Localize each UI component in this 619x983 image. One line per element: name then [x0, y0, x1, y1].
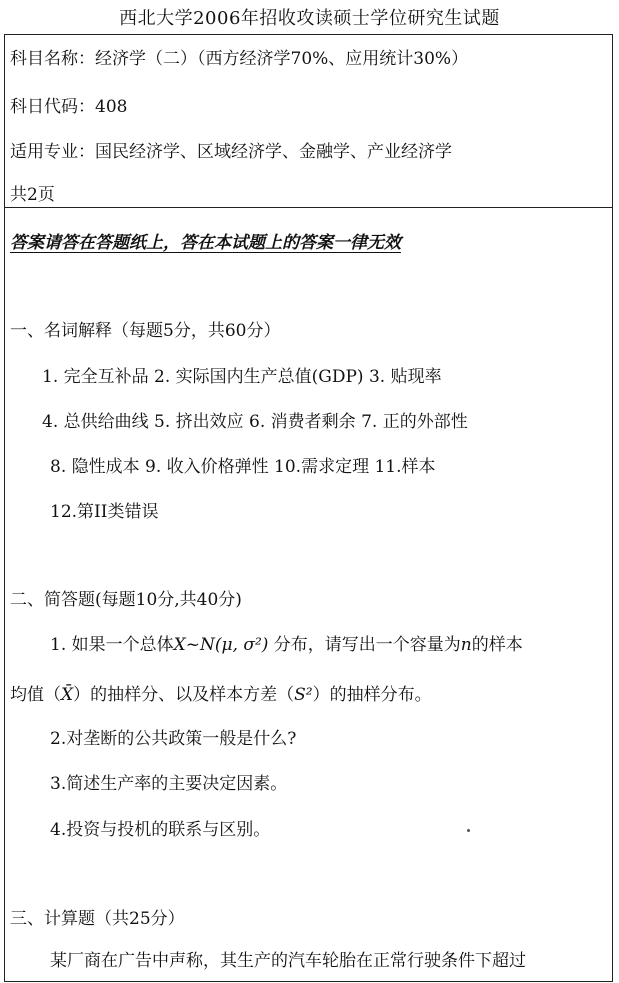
- q1-distribution: X~N(μ, σ²): [173, 635, 269, 655]
- question-3: 3.简述生产率的主要决定因素。: [50, 774, 288, 794]
- q1-sample-size: n: [460, 635, 472, 655]
- q1-sample-variance: S²: [294, 685, 313, 705]
- question-1-line-1: [50, 630, 523, 655]
- section1-line-2: 4. 总供给曲线 5. 挤出效应 6. 消费者剩余 7. 正的外部性: [42, 412, 468, 432]
- q1-sample-mean: X̄: [61, 685, 74, 705]
- section2-heading: 二、简答题(每题10分,共40分): [10, 590, 242, 610]
- section3-line-1: 某厂商在广告中声称，其生产的汽车轮胎在正常行驶条件下超过: [50, 951, 526, 971]
- subject-name: 科目名称：经济学（二）（西方经济学70%、应用统计30%）: [10, 49, 469, 69]
- section1-heading: 一、名词解释（每题5分，共60分）: [10, 321, 281, 341]
- subject-code: 科日代码：408: [10, 97, 128, 117]
- section1-line-4: 12.第II类错误: [50, 502, 159, 522]
- question-1-line-2: [10, 680, 432, 705]
- answer-notice: 答案请答在答题纸上，答在本试题上的答案一律无效: [10, 233, 401, 253]
- q1-text-c: 的样本: [471, 635, 523, 655]
- speck: [467, 829, 470, 832]
- majors: 适用专业：国民经济学、区域经济学、金融学、产业经济学: [10, 142, 452, 162]
- question-2: 2.对垄断的公共政策一般是什么?: [50, 729, 297, 749]
- q1-text-a: 1. 如果一个总体: [50, 635, 174, 655]
- section1-line-3: 8. 隐性成本 9. 收入价格弹性 10.需求定理 11.样本: [50, 457, 436, 477]
- section3-heading: 三、计算题（共25分）: [10, 909, 185, 929]
- page-count: 共2页: [10, 185, 55, 205]
- q1-text-b: 分布，请写出一个容量为: [268, 635, 461, 655]
- exam-title: 西北大学2006年招收攻读硕士学位研究生试题: [119, 8, 500, 29]
- question-4: 4.投资与投机的联系与区别。: [50, 820, 271, 840]
- q1-text-d: 均值（: [10, 685, 61, 705]
- q1-text-e: ）的抽样分、以及样本方差（: [73, 685, 295, 705]
- header-divider: [4, 207, 613, 208]
- section1-line-1: 1. 完全互补品 2. 实际国内生产总值(GDP) 3. 贴现率: [42, 367, 442, 387]
- q1-text-f: ）的抽样分布。: [312, 685, 432, 705]
